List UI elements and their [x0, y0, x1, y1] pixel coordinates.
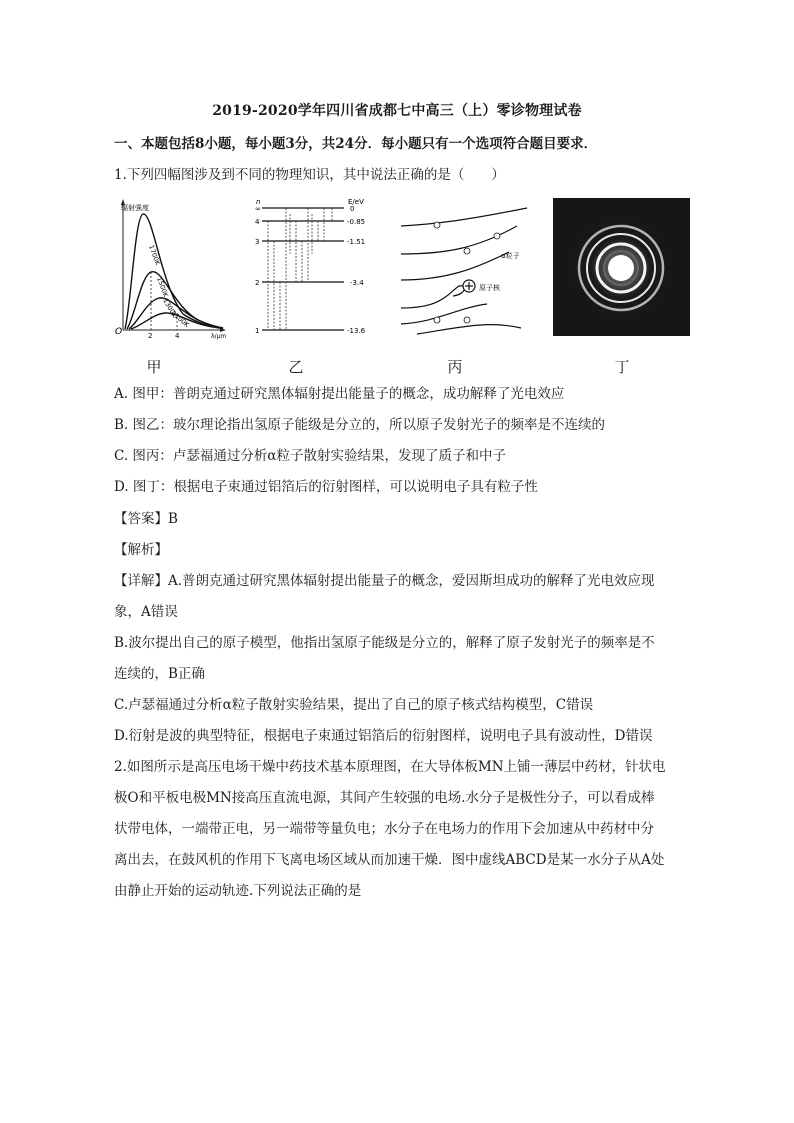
figure-label-yi: 乙 [288, 358, 304, 376]
blackbody-origin: O [115, 327, 123, 337]
svg-text:4: 4 [255, 218, 260, 226]
detail-line: 象，A错误 [114, 604, 178, 620]
svg-text:-0.85: -0.85 [347, 218, 366, 226]
page-title: 2019-2020学年四川省成都七中高三（上）零诊物理试卷 [212, 103, 582, 119]
figure-energy-levels [252, 196, 377, 341]
figure-label-bing: 丙 [447, 358, 463, 376]
svg-text:-1.51: -1.51 [347, 238, 366, 246]
figure-electron-diffraction [553, 198, 690, 336]
analysis-label: 【解析】 [114, 542, 168, 558]
blackbody-label-1700: 1700K [147, 243, 162, 267]
detail-line: 连续的，B正确 [114, 666, 205, 682]
blackbody-tick-4: 4 [175, 332, 180, 340]
question-2-line: 极O和平板电极MN接高压直流电源，其间产生较强的电场.水分子是极性分子，可以看成棒 [114, 790, 655, 806]
alpha-particle-label: α粒子 [501, 252, 520, 260]
question-2-line: 2.如图所示是高压电场干燥中药技术基本原理图，在大导体板MN上铺一薄层中药材，针状电 [114, 759, 666, 775]
energy-level-inf [255, 205, 354, 213]
blackbody-ylabel: 辐射强度 [121, 204, 149, 212]
option-c: C. 图丙：卢瑟福通过分析α粒子散射实验结果，发现了质子和中子 [114, 448, 507, 464]
alpha-path-3 [401, 252, 509, 280]
energy-level-2 [255, 279, 364, 287]
svg-text:2: 2 [255, 279, 260, 287]
svg-text:∞: ∞ [255, 205, 261, 213]
section-heading: 一、本题包括8小题，每小题3分，共24分．每小题只有一个选项符合题目要求． [114, 136, 598, 152]
svg-text:1: 1 [255, 327, 260, 335]
option-b: B. 图乙：玻尔理论指出氢原子能级是分立的，所以原子发射光子的频率是不连续的 [114, 417, 606, 433]
option-a: A. 图甲：普朗克通过研究黑体辐射提出能量子的概念，成功解释了光电效应 [114, 386, 565, 402]
question-2-line: 离出去，在鼓风机的作用下飞离电场区域从而加速干燥．图中虚线ABCD是某一水分子从A处 [114, 852, 665, 868]
alpha-path-6 [417, 325, 521, 334]
figure-label-jia: 甲 [146, 358, 162, 376]
question-1-stem: 1.下列四幅图涉及到不同的物理知识，其中说法正确的是（ ） [114, 167, 505, 183]
blackbody-xlabel: λ/μm [211, 333, 227, 340]
detail-line: C.卢瑟福通过分析α粒子散射实验结果，提出了自己的原子核式结构模型，C错误 [114, 697, 594, 713]
energy-e-label: E/eV [348, 198, 364, 206]
question-2-line: 由静止开始的运动轨迹.下列说法正确的是 [114, 883, 362, 899]
nucleus-label: 原子核 [479, 284, 500, 292]
detail-line: 【详解】A.普朗克通过研究黑体辐射提出能量子的概念，爱因斯坦成功的解释了光电效应现 [114, 573, 655, 589]
figure-alpha-scattering [397, 196, 532, 341]
blackbody-tick-2: 2 [148, 332, 153, 340]
energy-n-label: n [256, 198, 261, 206]
alpha-path-2 [401, 226, 517, 254]
alpha-path-4 [401, 286, 464, 308]
blackbody-label-1300: 1300K [161, 297, 179, 320]
figure-blackbody [113, 196, 228, 341]
energy-level-3 [255, 238, 365, 246]
detail-line: D.衍射是波的典型特征，根据电子束通过铝箔后的衍射图样，说明电子具有波动性，D错误 [114, 728, 653, 744]
svg-text:-13.6: -13.6 [347, 327, 366, 335]
energy-transitions [268, 208, 332, 330]
alpha-path-1 [401, 208, 527, 226]
question-2-line: 状带电体，一端带正电，另一端带等量负电；水分子在电场力的作用下会加速从中药材中分 [114, 821, 654, 837]
svg-text:3: 3 [255, 238, 260, 246]
figure-label-ding: 丁 [614, 358, 630, 376]
svg-text:0: 0 [350, 205, 355, 213]
blackbody-label-1100: 1100K [169, 309, 191, 329]
svg-text:-3.4: -3.4 [350, 279, 364, 287]
energy-level-4 [255, 218, 365, 226]
answer-label: 【答案】B [114, 511, 178, 527]
energy-level-1 [255, 327, 366, 335]
option-d: D. 图丁：根据电子束通过铝箔后的衍射图样，可以说明电子具有粒子性 [114, 479, 538, 495]
blackbody-label-1500: 1500K [155, 275, 170, 299]
detail-line: B.波尔提出自己的原子模型，他指出氢原子能级是分立的，解释了原子发射光子的频率是不 [114, 635, 655, 651]
